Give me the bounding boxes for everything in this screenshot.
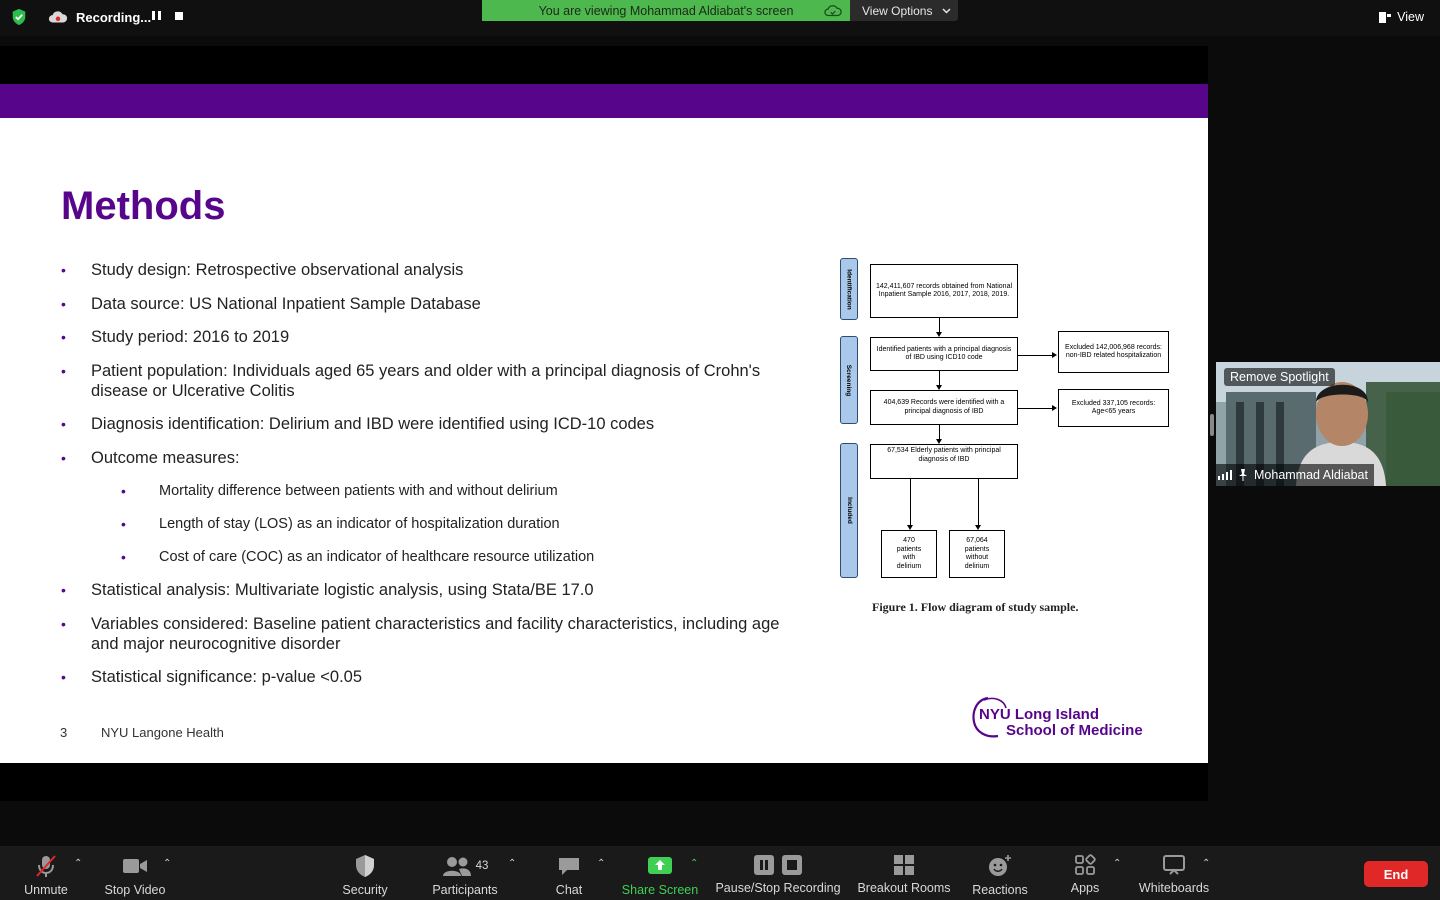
flow-box-excluded-2: Excluded 337,105 records: Age<65 years [1058, 389, 1169, 427]
participants-icon-group [442, 854, 489, 878]
participants-icon [442, 854, 472, 878]
outcome-label: Outcome measures: [91, 448, 240, 467]
list-item: • Statistical analysis: Multivariate logistic analysis, using Stata/BE 17.0 [61, 580, 801, 600]
methods-bullet-list [61, 260, 801, 701]
video-options-caret[interactable]: ⌃ [163, 858, 172, 869]
flow-arrow [1018, 408, 1053, 409]
flow-box-records: 142,411,607 records obtained from National Inpatient Sample 2016, 2017, 2018, 2019. [870, 264, 1018, 318]
flow-arrowhead [936, 332, 942, 337]
remove-spotlight-button[interactable]: Remove Spotlight [1224, 368, 1335, 386]
signal-strength-icon [1218, 470, 1232, 480]
security-label: Security [342, 883, 388, 897]
shared-screen-letterbox-top [0, 46, 1208, 84]
flow-arrow [978, 479, 979, 526]
figure-caption: Figure 1. Flow diagram of study sample. [872, 600, 1079, 614]
list-item: • Data source: US National Inpatient Sample Database [61, 294, 801, 314]
recording-label: Recording... [76, 9, 152, 25]
whiteboards-options-caret[interactable]: ⌃ [1202, 858, 1211, 869]
video-camera-icon [122, 854, 148, 878]
share-screen-icon [647, 854, 673, 878]
list-item: • Variables considered: Baseline patient characteristics and facility characteristics, including age and major neurocognitive disorder [61, 614, 801, 654]
pause-stop-recording-button[interactable] [712, 846, 844, 900]
flow-arrowhead [975, 525, 981, 530]
flow-box-elderly: 67,534 Elderly patients with principal diagnosis of IBD [870, 444, 1018, 479]
slide-footer-org: NYU Langone Health [101, 725, 224, 740]
flow-box-ibd-records: 404,639 Records were identified with a principal diagnosis of IBD [870, 390, 1018, 425]
pause-recording-icon[interactable] [152, 11, 161, 20]
reactions-smiley-icon [987, 854, 1013, 878]
list-item: • Study design: Retrospective observational analysis [61, 260, 801, 280]
flow-box-excluded-1: Excluded 142,006,968 records: non-IBD related hospitalization [1058, 331, 1169, 373]
meeting-toolbar [0, 846, 1440, 900]
apps-options-caret[interactable]: ⌃ [1113, 858, 1122, 869]
whiteboards-button[interactable] [1136, 846, 1212, 900]
list-item: • Diagnosis identification: Delirium and IBD were identified using ICD-10 codes [61, 414, 801, 434]
breakout-rooms-label: Breakout Rooms [857, 881, 951, 895]
slide-page-number: 3 [60, 725, 68, 740]
nyu-long-island-logo [970, 692, 1150, 740]
stop-video-button[interactable] [100, 846, 170, 900]
apps-label: Apps [1070, 881, 1100, 895]
flow-arrowhead [907, 525, 913, 530]
stop-icon [781, 854, 803, 876]
microphone-muted-icon [34, 854, 58, 878]
security-shield-icon [354, 854, 376, 878]
audio-options-caret[interactable]: ⌃ [74, 858, 83, 869]
security-button[interactable] [336, 846, 394, 900]
list-item: • Study period: 2016 to 2019 [61, 327, 801, 347]
list-item-outcome [61, 448, 801, 567]
panel-resize-handle[interactable] [1210, 414, 1214, 436]
flow-diagram [838, 256, 1178, 586]
participants-options-caret[interactable]: ⌃ [508, 858, 517, 869]
sub-list-item: • Mortality difference between patients with and without delirium [121, 481, 801, 501]
flow-arrow [910, 479, 911, 526]
flow-tab-identification: Identification [840, 258, 858, 320]
viewing-banner-text: You are viewing Mohammad Aldiabat's screen [538, 3, 794, 18]
list-item: • Patient population: Individuals aged 65 years and older with a principal diagnosis of Crohn's disease or Ulcerative Colitis [61, 361, 801, 401]
apps-icon [1074, 854, 1096, 876]
share-screen-button[interactable] [620, 846, 700, 900]
chat-options-caret[interactable]: ⌃ [597, 858, 606, 869]
reactions-label: Reactions [972, 883, 1028, 897]
recording-indicator[interactable] [6, 5, 196, 29]
pinned-icon [1238, 469, 1248, 481]
cloud-recording-icon [48, 10, 68, 24]
unmute-button[interactable] [20, 846, 72, 900]
meeting-top-bar [0, 0, 1440, 36]
list-item: • Statistical significance: p-value <0.05 [61, 667, 801, 687]
flow-arrowhead [936, 385, 942, 390]
chat-bubble-icon [557, 854, 581, 878]
breakout-rooms-icon [893, 854, 915, 876]
slide-title: Methods [61, 184, 226, 228]
logo-line-2: School of Medicine [1006, 722, 1143, 739]
flow-box-identified: Identified patients with a principal diagnosis of IBD using ICD10 code [870, 337, 1018, 371]
participants-label: Participants [432, 883, 498, 897]
cloud-icon [824, 4, 842, 17]
participant-count: 43 [475, 860, 489, 872]
share-options-caret[interactable]: ⌃ [690, 858, 699, 869]
flow-arrow [1018, 355, 1053, 356]
flow-box-with-delirium: 470 patients with delirium [881, 530, 937, 578]
shared-slide [0, 84, 1208, 763]
participant-video-tile[interactable] [1216, 362, 1440, 486]
apps-button[interactable] [1066, 846, 1104, 900]
flow-box-without-delirium: 67,064 patients without delirium [949, 530, 1005, 578]
breakout-rooms-button[interactable] [855, 846, 953, 900]
flow-arrow [939, 371, 940, 386]
share-screen-label: Share Screen [621, 883, 699, 897]
logo-line-1: NYU Long Island [979, 706, 1099, 723]
flow-tab-screening: Screening [840, 336, 858, 424]
view-layout-icon [1379, 12, 1391, 23]
flow-tab-included: Included [840, 443, 858, 578]
view-options-dropdown[interactable] [850, 0, 958, 21]
view-options-label: View Options [862, 3, 933, 18]
reactions-button[interactable] [968, 846, 1032, 900]
encryption-shield-icon[interactable] [10, 8, 28, 26]
recording-controls-icons [753, 854, 803, 876]
stop-video-label: Stop Video [104, 883, 166, 897]
chat-label: Chat [555, 883, 583, 897]
flow-arrowhead [1052, 352, 1057, 358]
pause-icon [753, 854, 775, 876]
chevron-down-icon [942, 8, 951, 14]
unmute-label: Unmute [24, 883, 68, 897]
flow-arrow [939, 318, 940, 333]
whiteboards-label: Whiteboards [1138, 881, 1210, 895]
outcome-sub-list [121, 481, 801, 567]
participant-name-tag [1216, 464, 1374, 486]
flow-arrow [939, 425, 940, 440]
flow-arrowhead [1052, 405, 1057, 411]
viewing-screen-banner [482, 0, 850, 21]
chat-button[interactable] [549, 846, 589, 900]
end-meeting-button[interactable]: End [1364, 861, 1428, 887]
view-button-label: View [1397, 10, 1424, 24]
participants-button[interactable] [428, 846, 502, 900]
participant-name: Mohammad Aldiabat [1254, 468, 1368, 482]
whiteboard-icon [1162, 854, 1186, 876]
pause-stop-recording-label: Pause/Stop Recording [715, 881, 841, 895]
flow-arrowhead [936, 439, 942, 444]
stop-recording-icon[interactable] [175, 12, 183, 20]
view-layout-button[interactable] [1371, 6, 1432, 28]
slide-header-band [0, 84, 1208, 118]
sub-list-item: • Cost of care (COC) as an indicator of healthcare resource utilization [121, 547, 801, 567]
sub-list-item: • Length of stay (LOS) as an indicator of hospitalization duration [121, 514, 801, 534]
shared-screen-letterbox-bottom [0, 763, 1208, 801]
